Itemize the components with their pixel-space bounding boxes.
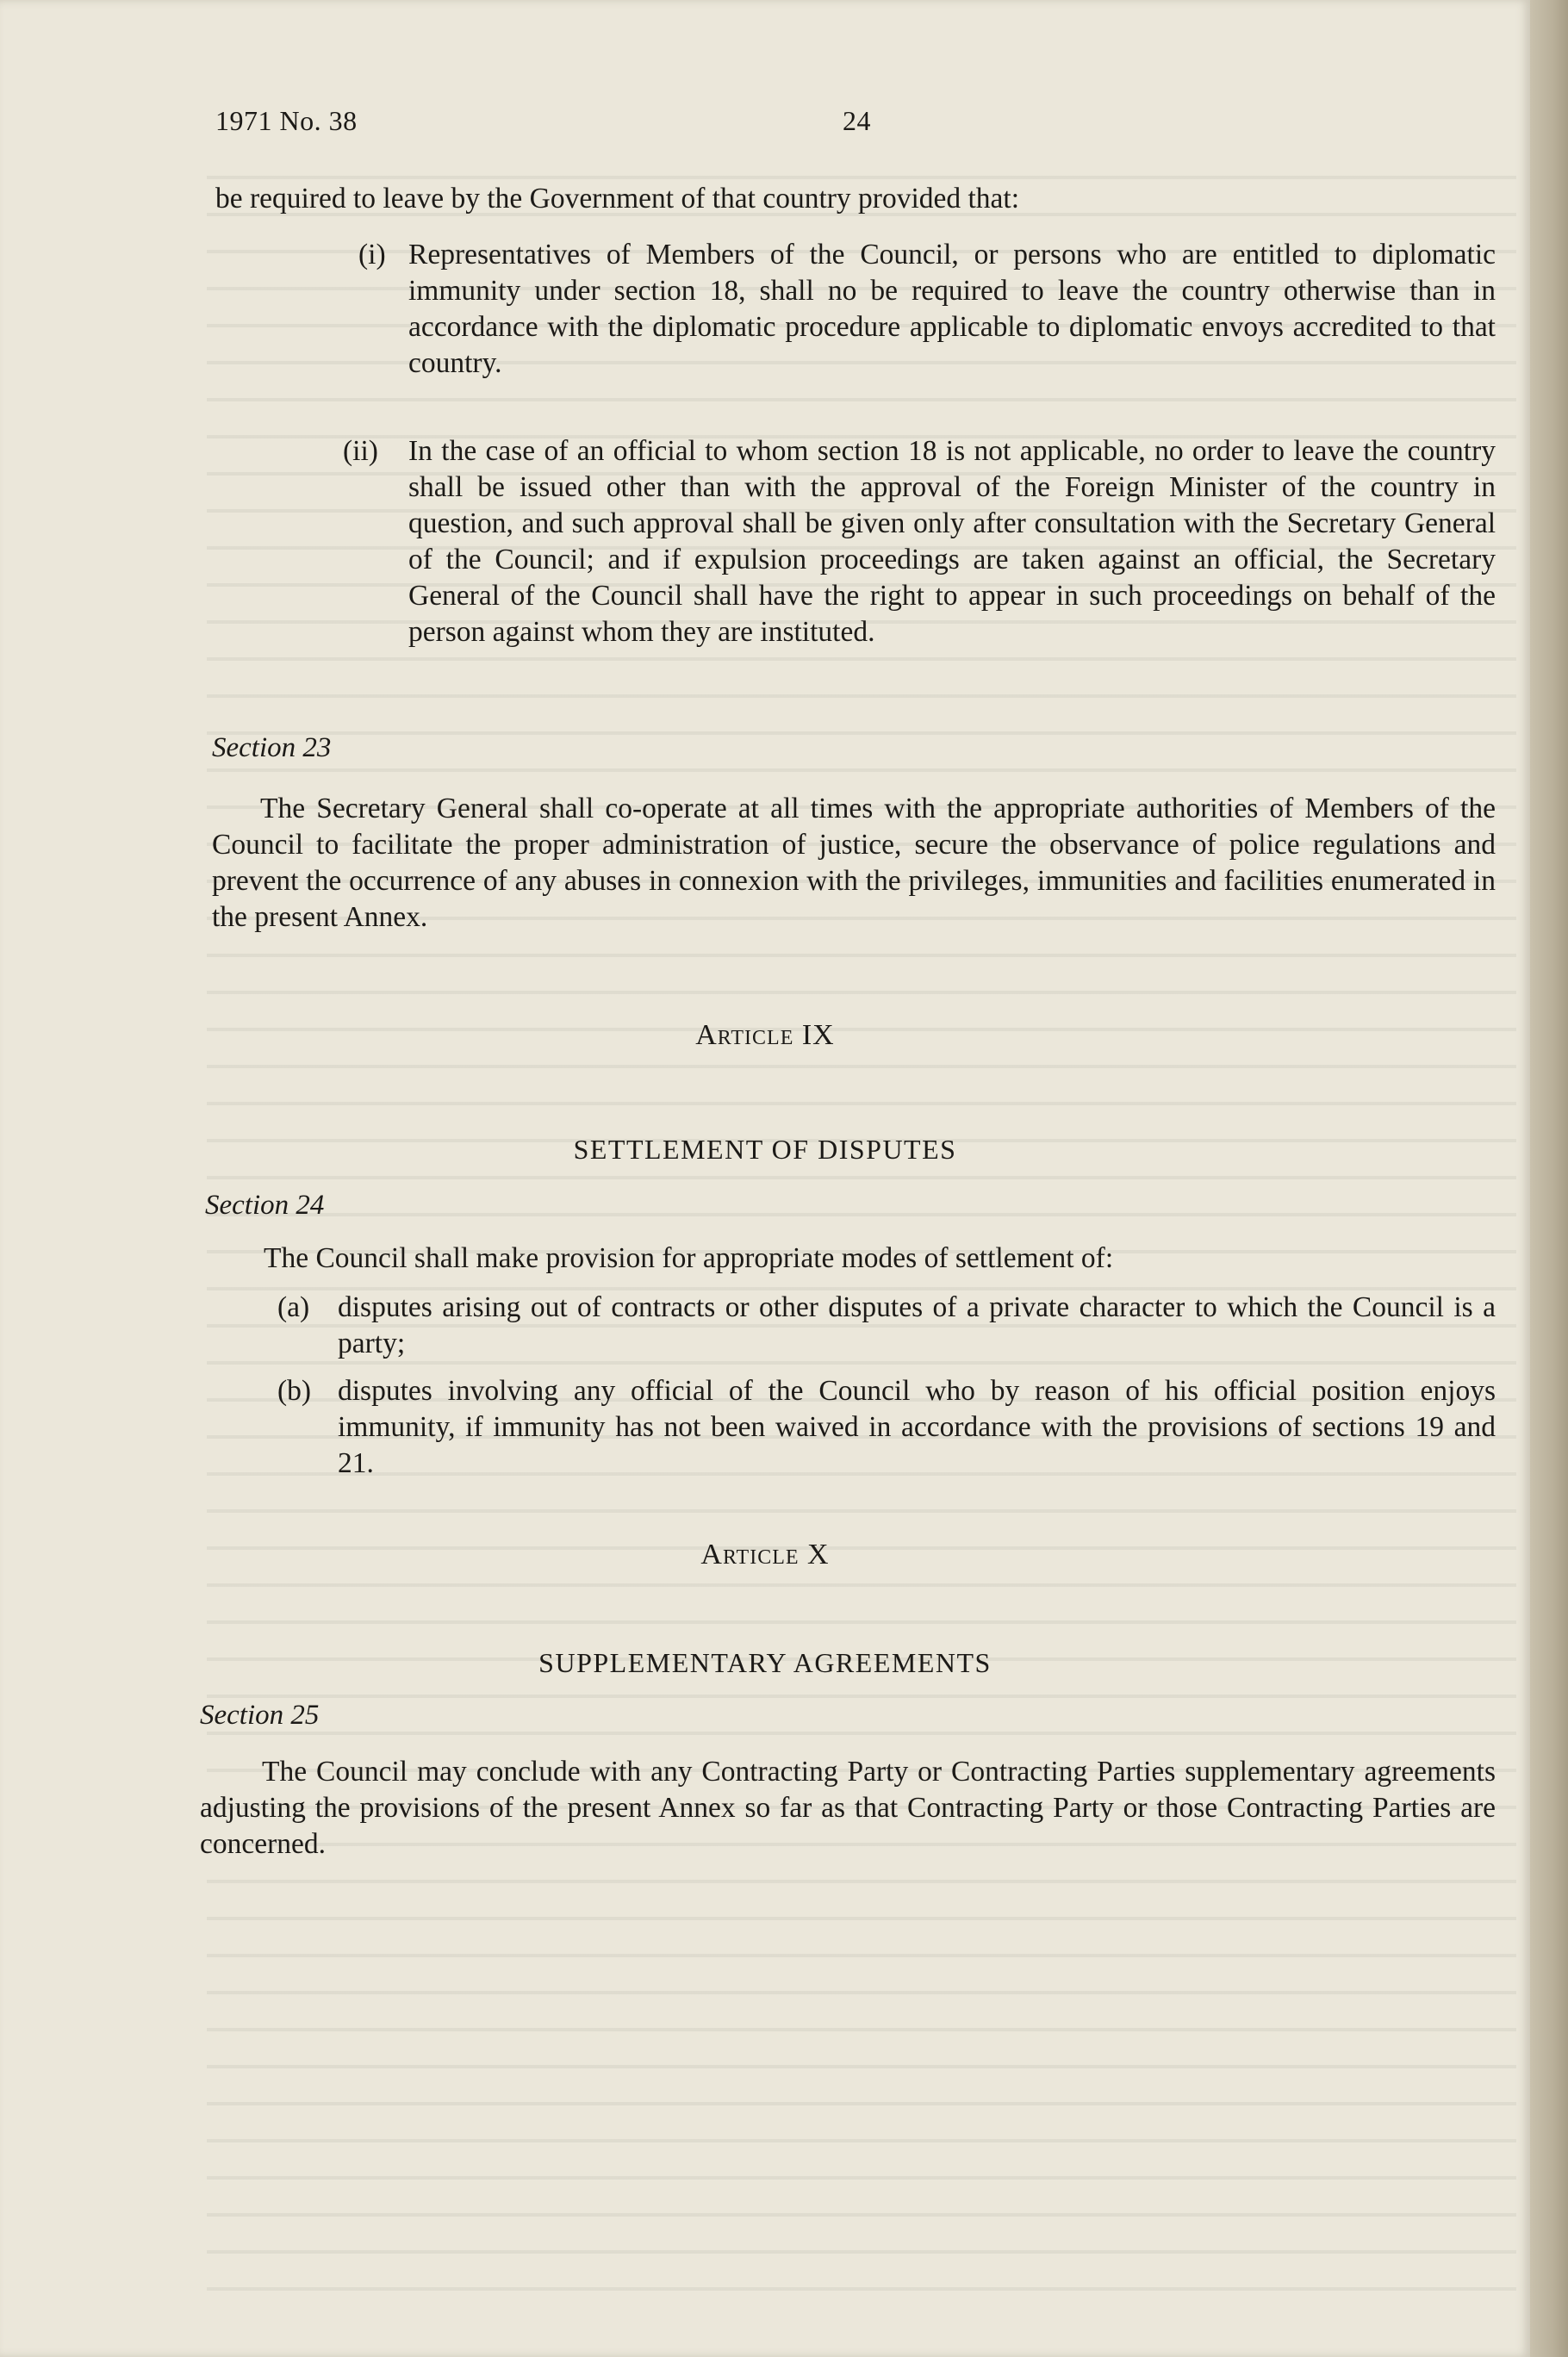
- list-item: [358, 237, 1496, 382]
- item-text: disputes involving any official of the Council who by reason of his official position enjoys immunity, if immunity has not been waived in accordance with the provisions of sections 19 and 21.: [338, 1375, 1496, 1479]
- section-paragraph: The Council shall make provision for appropriate modes of settlement of:: [264, 1242, 1114, 1274]
- page-number: 24: [843, 105, 871, 136]
- item-marker: (a): [277, 1291, 310, 1323]
- section-paragraph: The Secretary General shall co-operate at all times with the appropriate authorities of Members of the Council to facilitate the proper administration of justice, secure the observance of police regulations and prevent the occurrence of any abuses in connexion with the privileges, immunities and facilities enumerated in the present Annex.: [212, 793, 1496, 933]
- list-item: [277, 1290, 1496, 1362]
- article-heading: Article X: [700, 1539, 830, 1570]
- item-text: disputes arising out of contracts or other disputes of a private character to which the Council is a party;: [338, 1291, 1496, 1359]
- item-marker: (i): [358, 239, 386, 271]
- section-heading: Section 23: [212, 732, 332, 763]
- article-heading: Article IX: [695, 1019, 835, 1051]
- item-marker: (b): [277, 1375, 312, 1407]
- list-item: [277, 1373, 1496, 1482]
- article-title: SETTLEMENT OF DISPUTES: [573, 1134, 957, 1165]
- list-item: [343, 433, 1496, 650]
- item-marker: (ii): [343, 435, 378, 467]
- article-title: SUPPLEMENTARY AGREEMENTS: [538, 1647, 992, 1678]
- intro-paragraph: be required to leave by the Government of that country provided that:: [215, 183, 1020, 215]
- item-text: Representatives of Members of the Council, or persons who are entitled to diplomatic immunity under section 18, shall no be required to leave the country otherwise than in accordance with the diplomatic procedure applicable to diplomatic envoys accredited to that country.: [408, 239, 1496, 379]
- section-paragraph: The Council may conclude with any Contracting Party or Contracting Parties supplementary agreements adjusting the provisions of the present Annex so far as that Contracting Party or those Contracting Parties are concerned.: [200, 1756, 1496, 1860]
- section-heading: Section 24: [205, 1190, 325, 1221]
- section-heading: Section 25: [200, 1700, 320, 1731]
- book-spine-edge: [1530, 0, 1568, 2357]
- running-header: 1971 No. 38: [215, 105, 358, 136]
- item-text: In the case of an official to whom section 18 is not applicable, no order to leave the country shall be issued other than with the approval of the Foreign Minister of the country in question, and such approval shall be given only after consultation with the Secretary General of the Council; and if expulsion proceedings are taken against an official, the Secretary General of the Council shall have the right to appear in such proceedings on behalf of the person against whom they are instituted.: [408, 435, 1496, 648]
